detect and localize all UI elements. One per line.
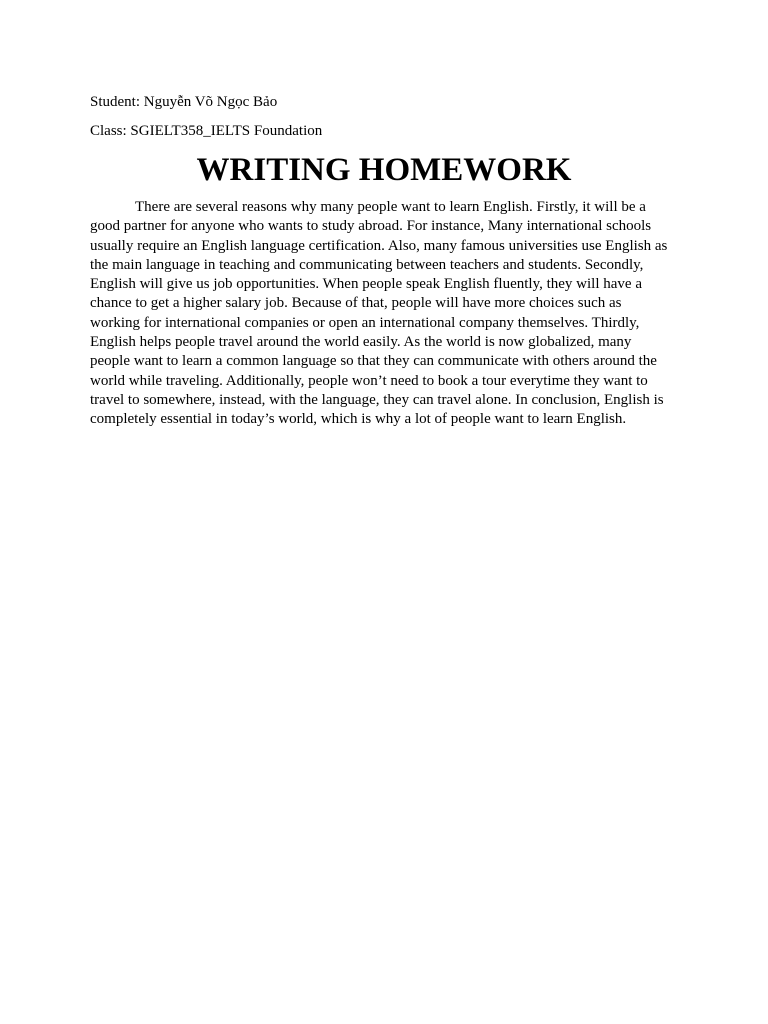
class-name: Class: SGIELT358_IELTS Foundation — [90, 123, 323, 139]
essay-paragraph: There are several reasons why many people want to learn English. Firstly, it will be a good partner for anyone who wants to study abroad. For instance, Many international schools usually require an English language certification. Also, many famous universities use English as the main language in teaching and communicating between teachers and students. Secondly, English will give us job opportunities. When people speak English fluently, they will have a chance to get a higher salary job. Because of that, people will have more choices such as working for international companies or open an international company themselves. Thirdly, English helps people travel around the world easily. As the world is now globalized, many people want to learn a common language so that they can communicate with others around the world while traveling. Additionally, people won’t need to book a tour everytime they want to travel to somewhere, instead, with the language, they can travel alone. In conclusion, English is completely essential in today’s world, which is why a lot of people want to learn English. — [90, 199, 668, 428]
document-content — [90, 92, 674, 430]
document-title: WRITING HOMEWORK — [196, 152, 572, 188]
student-name: Student: Nguyễn Võ Ngọc Bảo — [90, 94, 278, 110]
